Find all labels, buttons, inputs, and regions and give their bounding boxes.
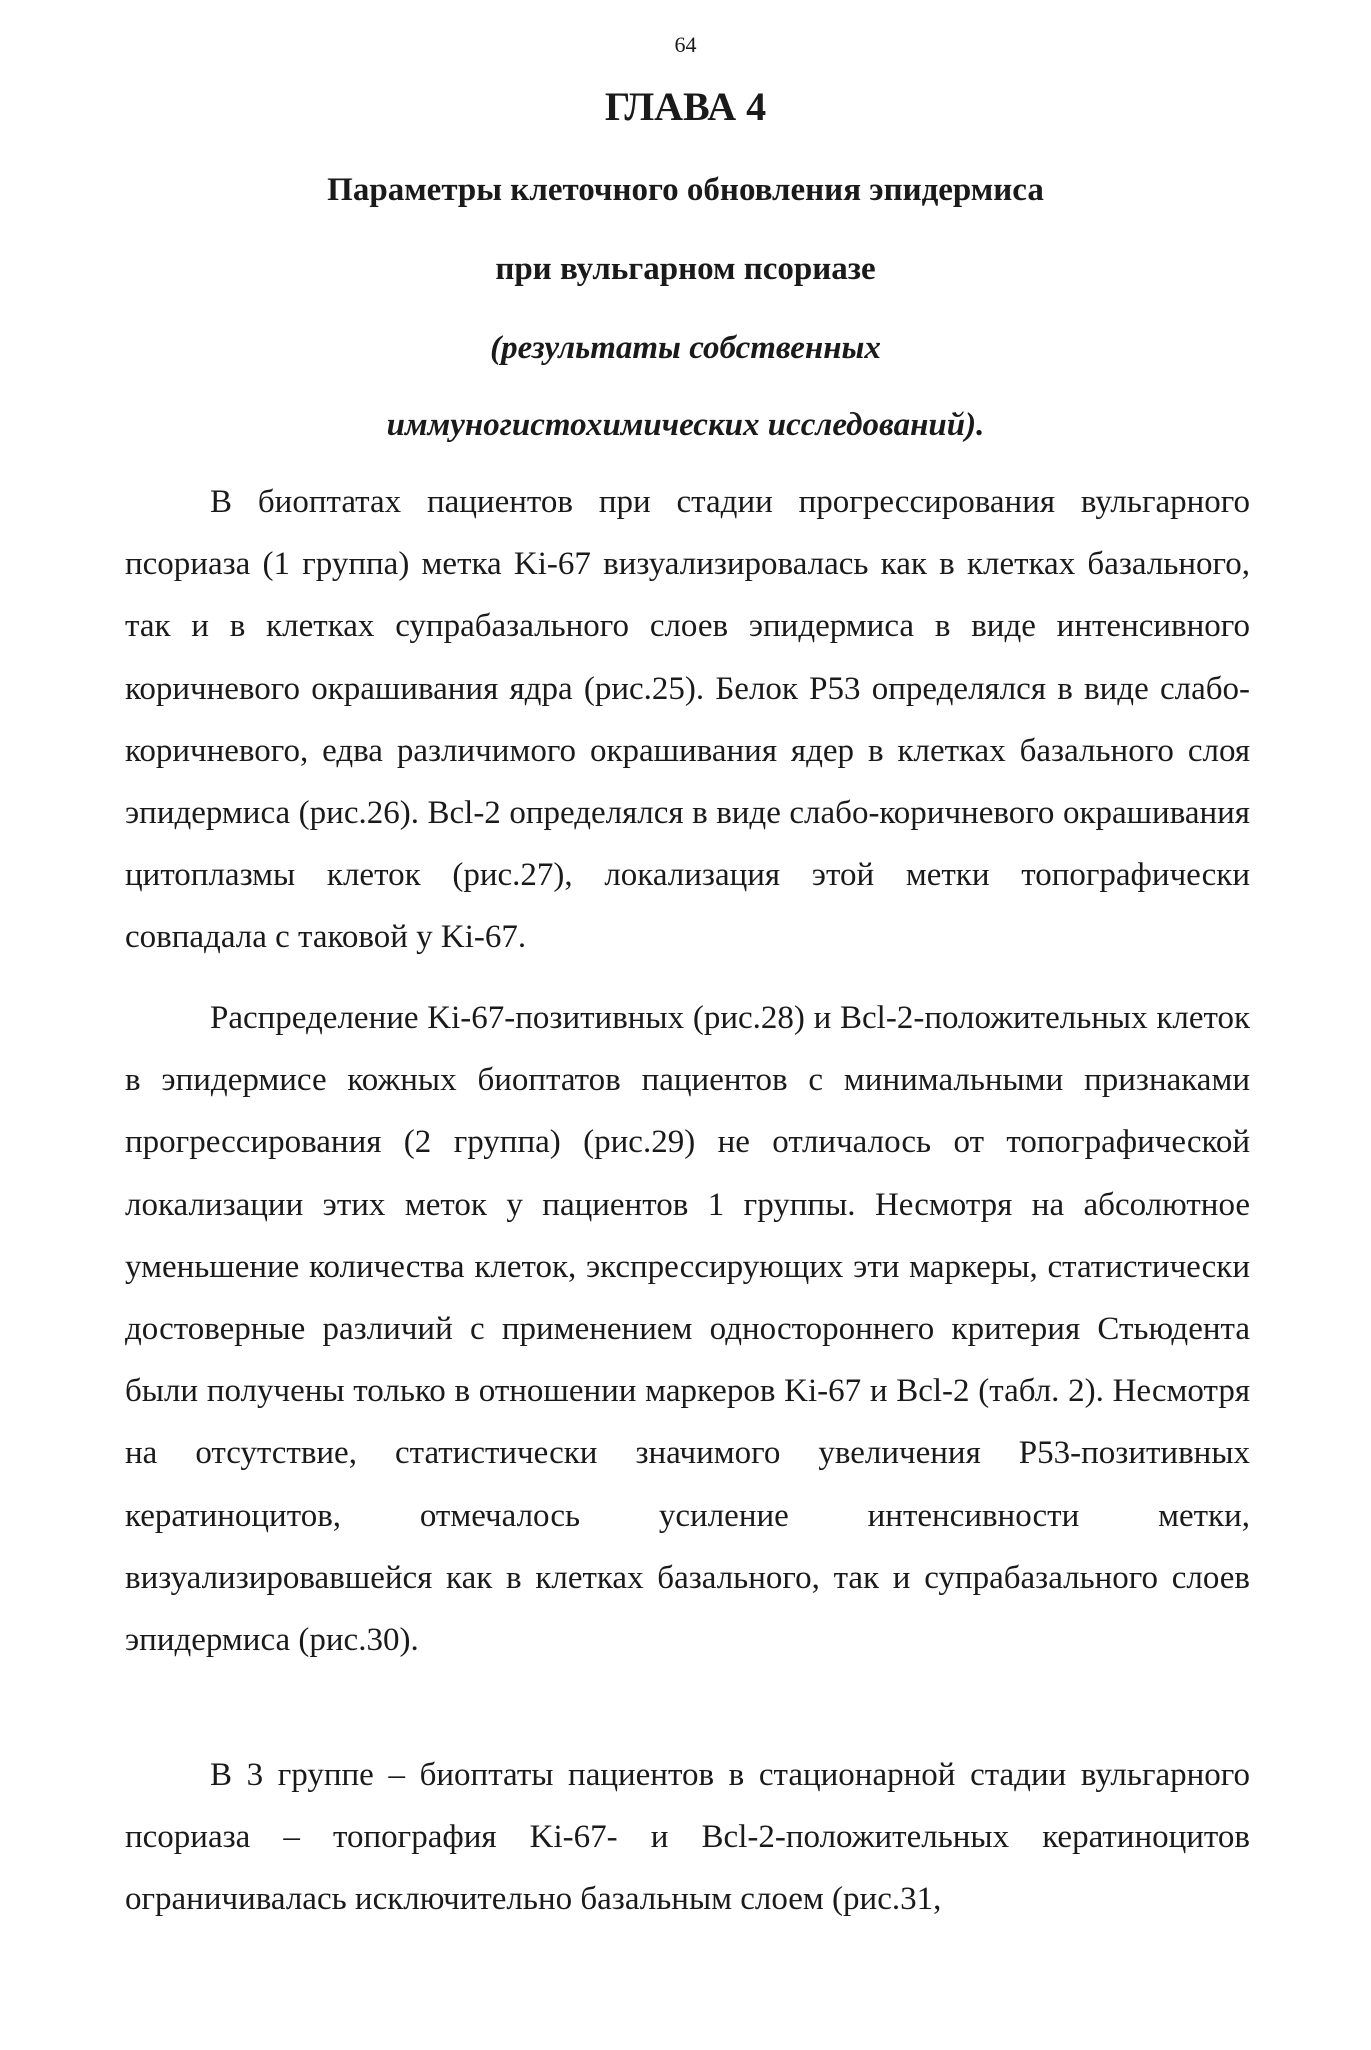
- paragraph-2: [125, 987, 1250, 1671]
- chapter-heading: ГЛАВА 4: [604, 84, 767, 129]
- paragraph-text: В 3 группе – биоптаты пациентов в стационарной стадии вульгарного псориаза – топография Ki-67- и Bcl-2-положительных кератиноцитов ограничивалась исключительно базальным слоем (рис.31,: [125, 1757, 1250, 1918]
- paragraph-text: В биоптатах пациентов при стадии прогрессирования вульгарного псориаза (1 группа) метка Ki-67 визуализировалась как в клетках базального, так и в клетках супрабазального слоев эпидермиса в виде интенсивного коричневого окрашивания ядра (рис.25). Белок Р53 определялся в виде слабо-коричневого, едва различимого окрашивания ядер в клетках базального слоя эпидермиса (рис.26). Bcl-2 определялся в виде слабо-коричневого окрашивания цитоплазмы клеток (рис.27), локализация этой метки топографически совпадала с таковой у Ki-67.: [125, 484, 1250, 956]
- chapter-title-line-4: иммуногистохимических исследований).: [386, 407, 985, 443]
- chapter-title-line-1: Параметры клеточного обновления эпидермиса: [327, 172, 1044, 208]
- paragraph-3: [125, 1744, 1250, 1931]
- paragraph-text: Распределение Ki-67-позитивных (рис.28) и Bcl-2-положительных клеток в эпидермисе кожных биоптатов пациентов с минимальными признаками прогрессирования (2 группа) (рис.29) не отличалось от топографической локализации этих меток у пациентов 1 группы. Несмотря на абсолютное уменьшение количества клеток, экспрессирующих эти маркеры, статистически достоверные различий с применением одностороннего критерия Стьюдента были получены только в отношении маркеров Ki-67 и Bcl-2 (табл. 2). Несмотря на отсутствие, статистически значимого увеличения Р53-позитивных кератиноцитов, отмечалось усиление интенсивности метки, визуализировавшейся как в клетках базального, так и супрабазального слоев эпидермиса (рис.30).: [125, 1000, 1250, 1659]
- chapter-title-line-2: при вульгарном псориазе: [495, 251, 876, 287]
- chapter-title-line-3: (результаты собственных: [490, 330, 881, 366]
- paragraph-1: [125, 471, 1250, 969]
- page-number: 64: [674, 32, 697, 57]
